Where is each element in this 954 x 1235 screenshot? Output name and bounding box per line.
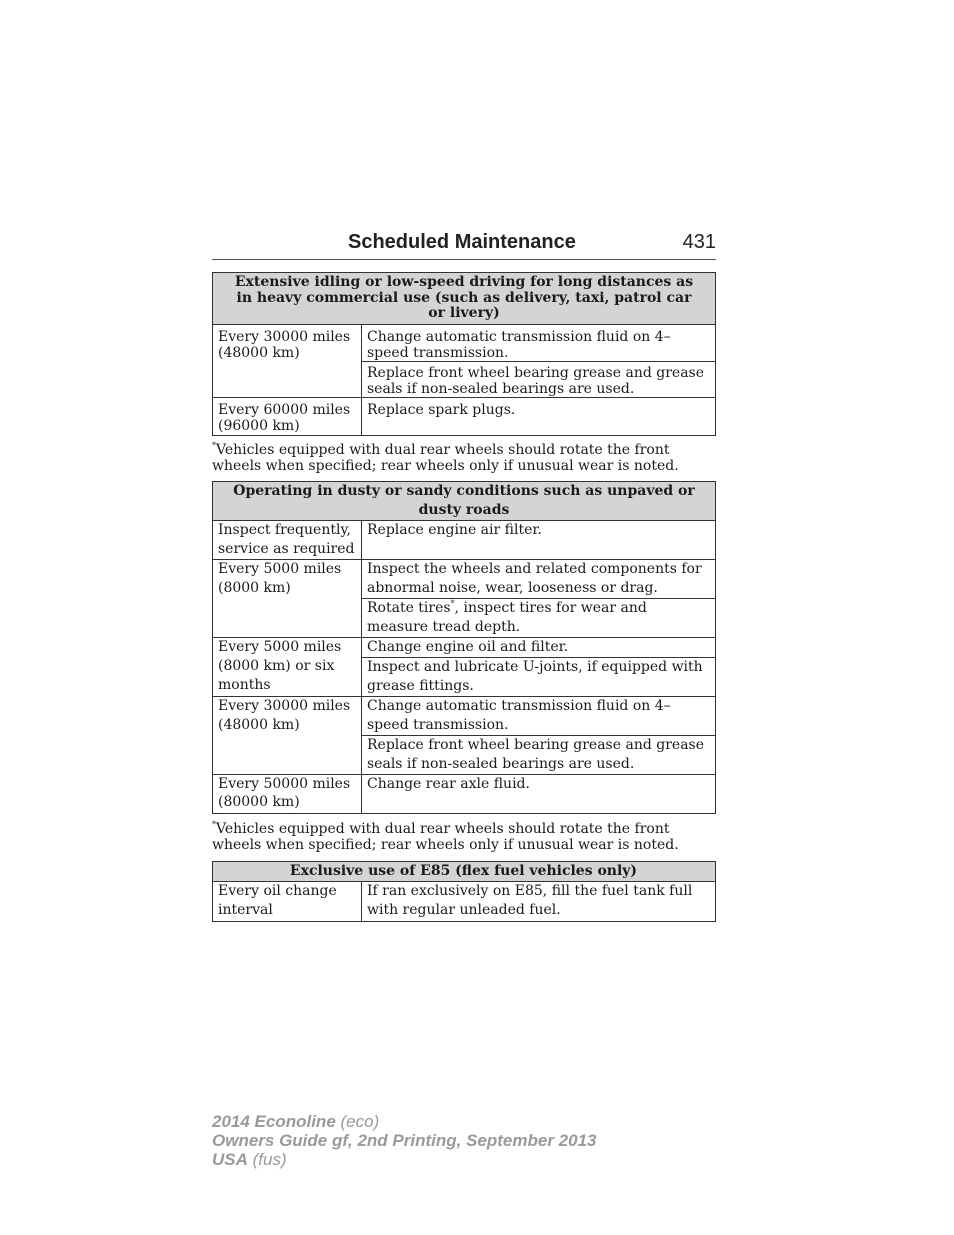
page-number: 431	[682, 231, 716, 253]
interval-cell: Every 30000 miles (48000 km)	[213, 325, 362, 398]
footer-guide: Owners Guide gf, 2nd Printing, September 2013	[212, 1131, 597, 1150]
action-cell: Inspect and lubricate U-joints, if equipped with grease fittings.	[362, 658, 716, 697]
footnote-marker: *	[212, 441, 216, 450]
table-heading	[213, 482, 716, 521]
page-footer	[212, 1112, 596, 1169]
table-header-row	[213, 862, 716, 882]
interval-cell: Every 5000 miles (8000 km) or six months	[213, 638, 362, 697]
interval-cell: Inspect frequently, service as required	[213, 521, 362, 560]
footer-model-code: (eco)	[340, 1112, 380, 1131]
action-cell: Replace front wheel bearing grease and grease seals if non-sealed bearings are used.	[362, 362, 716, 398]
interval-cell: Every 30000 miles (48000 km)	[213, 697, 362, 775]
action-cell	[362, 599, 716, 638]
maintenance-table-dusty	[212, 481, 716, 814]
footnote-text: Vehicles equipped with dual rear wheels should rotate the front wheels when specified; rear wheels only if unusual wear is noted.	[212, 442, 679, 474]
footer-model: 2014 Econoline	[212, 1112, 336, 1131]
table-row	[213, 638, 716, 658]
action-cell: Change rear axle fluid.	[362, 775, 716, 814]
footer-model-line	[212, 1112, 596, 1131]
action-cell: Replace engine air filter.	[362, 521, 716, 560]
footnote-text: Vehicles equipped with dual rear wheels should rotate the front wheels when specified; rear wheels only if unusual wear is noted.	[212, 821, 679, 853]
table-heading: Exclusive use of E85 (flex fuel vehicles only)	[213, 862, 716, 882]
table-heading: Extensive idling or low-speed driving for long distances as in heavy commercial use (such as delivery, taxi, patrol car or livery)	[213, 273, 716, 325]
action-cell: Change engine oil and filter.	[362, 638, 716, 658]
maintenance-table-e85	[212, 861, 716, 922]
action-cell: If ran exclusively on E85, fill the fuel tank full with regular unleaded fuel.	[362, 882, 716, 922]
table-row	[213, 560, 716, 599]
action-cell: Change automatic transmission fluid on 4–speed transmission.	[362, 697, 716, 736]
action-text: Rotate tires	[367, 600, 451, 616]
table-heading-line: Operating in dusty or sandy conditions such as unpaved or	[233, 483, 695, 499]
interval-cell: Every 5000 miles (8000 km)	[213, 560, 362, 638]
footnote-marker: *	[450, 599, 455, 608]
interval-cell: Every oil change interval	[213, 882, 362, 922]
footer-region-code: (fus)	[252, 1150, 287, 1169]
table-row	[213, 882, 716, 922]
maintenance-table-idling	[212, 272, 716, 436]
table-row	[213, 697, 716, 736]
footnote	[212, 821, 716, 853]
interval-cell: Every 50000 miles (80000 km)	[213, 775, 362, 814]
page-title: Scheduled Maintenance	[348, 231, 576, 253]
action-cell: Replace spark plugs.	[362, 398, 716, 436]
action-cell: Change automatic transmission fluid on 4–speed transmission.	[362, 325, 716, 362]
page-header	[212, 229, 716, 260]
footnote	[212, 442, 716, 474]
action-text: , inspect tires for wear and measure tread depth.	[367, 600, 647, 635]
interval-cell: Every 60000 miles (96000 km)	[213, 398, 362, 436]
footnote-marker: *	[212, 820, 216, 829]
table-header-row	[213, 482, 716, 521]
table-header-row	[213, 273, 716, 325]
footer-region-line	[212, 1150, 596, 1169]
table-heading-line: dusty roads	[418, 502, 510, 518]
footer-guide-line	[212, 1131, 596, 1150]
table-row	[213, 398, 716, 436]
table-row	[213, 521, 716, 560]
footer-region: USA	[212, 1150, 248, 1169]
table-row	[213, 325, 716, 362]
action-cell: Replace front wheel bearing grease and grease seals if non-sealed bearings are used.	[362, 736, 716, 775]
table-row	[213, 775, 716, 814]
action-cell: Inspect the wheels and related components for abnormal noise, wear, looseness or drag.	[362, 560, 716, 599]
